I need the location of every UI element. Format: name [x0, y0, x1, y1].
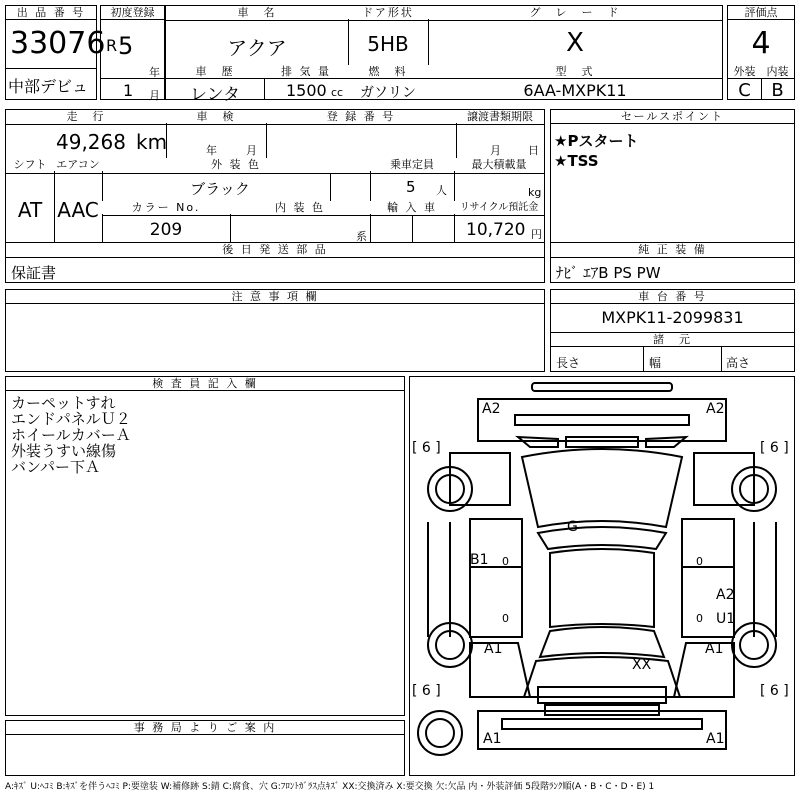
damage-front-left: A2 [482, 401, 501, 417]
fuel-label: 燃 料 [348, 65, 428, 78]
car-history: レンタ [190, 85, 240, 105]
vehicle-detail-table [5, 109, 545, 283]
equipment-label: 純 正 装 備 [551, 243, 794, 256]
exterior-label: 外装 [728, 65, 761, 78]
mileage-label: 走 行 [6, 110, 166, 123]
color-no: 209 [149, 220, 183, 240]
inspector-line: バンパー下Ａ [11, 458, 100, 476]
sales-points-label: セールスポイント [551, 110, 794, 124]
color-no-label: カラー No. [102, 201, 230, 214]
kg-unit: kg [528, 186, 542, 199]
displacement-label: 排 気 量 [264, 65, 348, 78]
notes-label: 注 意 事 項 欄 [6, 290, 544, 304]
tire-mark-rear-left: [ 6 ] [412, 683, 441, 699]
inspector-line: カーペットすれ [11, 394, 116, 412]
recycle: 10,720 [466, 220, 526, 240]
ext-color: ブラック [190, 180, 250, 198]
ext-color-label: 外 装 色 [102, 158, 370, 171]
tire-mark-rear-right: [ 6 ] [760, 683, 789, 699]
mileage: 49,268 [56, 130, 126, 154]
capacity-label: 乗車定員 [370, 158, 454, 171]
year-unit: 年 [149, 66, 160, 79]
yen-unit: 円 [531, 228, 542, 241]
transfer-label: 譲渡書類期限 [456, 110, 544, 123]
cc-unit: cc [331, 86, 344, 99]
inspector-line: エンドパネルＵ２ [11, 410, 131, 428]
tire-mark-front-right: [ 6 ] [760, 440, 789, 456]
chassis-number: MXPK11-2099831 [601, 308, 744, 327]
load-label: 最大積載量 [454, 158, 544, 171]
door-type: 5HB [367, 32, 409, 56]
score: 4 [751, 26, 771, 61]
import-label: 輸 入 車 [370, 201, 454, 214]
office-label: 事 務 局 よ り ご 案 内 [6, 721, 404, 735]
equipment: ﾅﾋﾞ ｴｱB PS PW [556, 264, 661, 282]
aircon-label: エアコン [54, 158, 102, 171]
lot-number-label: 出 品 番 号 [6, 6, 96, 20]
sales-point-1: ★Pスタート [554, 132, 639, 150]
car-spec-box [165, 5, 723, 105]
inspector-box [5, 376, 405, 716]
damage-rear-right: A1 [706, 731, 725, 747]
sales-point-2: ★TSS [554, 152, 599, 170]
inspection-year-unit: 年 [206, 144, 217, 157]
transfer-month-unit: 月 [490, 144, 501, 157]
inspector-label: 検 査 員 記 入 欄 [6, 377, 404, 391]
month-unit: 月 [149, 89, 160, 102]
recycle-label: リサイクル預託金 [454, 201, 544, 214]
grade: X [566, 28, 584, 58]
score-box [727, 5, 795, 100]
delivery-label: 後 日 発 送 部 品 [6, 243, 544, 256]
reg-year: 5 [118, 32, 134, 60]
first-registration-box [100, 5, 165, 100]
damage-hood: G [567, 519, 578, 535]
aircon: AAC [57, 198, 99, 222]
inspector-line: ホイールカバーＡ [11, 426, 131, 444]
interior-grade: B [771, 80, 784, 101]
fuel: ガソリン [360, 85, 416, 101]
reg-no-label: 登 録 番 号 [266, 110, 456, 123]
car-outline [410, 377, 794, 775]
lot-number: 33076 [10, 26, 106, 61]
legend: A:ｷｽﾞ U:ﾍｺﾐ B:ｷｽﾞを伴うﾍｺﾐ P:要塗装 W:補修跡 S:錆 C:腐食、穴 G:ﾌﾛﾝﾄｶﾞﾗｽ点ｷｽﾞ XX:交換済み X:要交換 欠:欠品 内・外装評価 5段階ﾗﾝｸ順(A・B・C・D・E) 1 [5, 782, 655, 792]
model: 6AA-MXPK11 [523, 81, 627, 100]
damage-right-rear-fender: A1 [705, 641, 724, 657]
person-unit: 人 [436, 184, 447, 197]
height-label: 高さ [726, 356, 751, 370]
shift-label: シフト [6, 158, 54, 171]
car-name-label: 車 名 [166, 6, 348, 19]
damage-right-rear-door-a: A2 [716, 587, 735, 603]
door-zero: 0 [696, 555, 703, 568]
transfer-day-unit: 日 [528, 144, 539, 157]
chassis-label: 車 台 番 号 [551, 290, 794, 304]
length-label: 長さ [556, 356, 581, 370]
car-diagram [409, 376, 795, 776]
car-name: アクア [227, 36, 287, 60]
dims-label: 諸 元 [551, 333, 794, 346]
door-zero: 0 [502, 612, 509, 625]
model-label: 型 式 [428, 65, 722, 78]
first-registration-label: 初度登録 [101, 6, 164, 20]
reg-month: 1 [123, 81, 134, 100]
history-label: 車 歴 [166, 65, 264, 78]
debut-label: 中部デビュ [8, 77, 89, 96]
int-color-label: 内 装 色 [230, 201, 370, 214]
door-zero: 0 [502, 555, 509, 568]
score-label: 評価点 [728, 6, 794, 20]
width-label: 幅 [649, 356, 662, 370]
grade-label: グ レ ー ド [428, 6, 722, 19]
office-box [5, 720, 405, 776]
interior-label: 内装 [761, 65, 794, 78]
inspection-month-unit: 月 [246, 144, 257, 157]
door-zero: 0 [696, 612, 703, 625]
damage-rear-left: A1 [483, 731, 502, 747]
notes-box [5, 289, 545, 372]
era: R [106, 36, 118, 55]
sales-points-box [550, 109, 795, 283]
inspector-line: 外装うすい線傷 [11, 442, 117, 460]
damage-right-rear-door-u: U1 [716, 611, 736, 627]
chassis-box [550, 289, 795, 372]
shift: AT [17, 198, 43, 222]
damage-left-front-door: B1 [470, 552, 489, 568]
damage-trunk: XX [632, 657, 652, 673]
damage-left-rear-fender: A1 [484, 641, 503, 657]
inspection-label: 車 検 [166, 110, 266, 123]
lot-number-box [5, 5, 106, 100]
capacity: 5 [406, 178, 416, 196]
damage-front-right: A2 [706, 401, 725, 417]
km-unit: km [136, 130, 168, 154]
tire-mark-front-left: [ 6 ] [412, 440, 441, 456]
kei-unit: 系 [356, 230, 367, 243]
exterior-grade: C [738, 80, 751, 101]
displacement: 1500 [286, 81, 327, 100]
door-label: ドア形状 [348, 6, 428, 19]
delivery-parts: 保証書 [11, 264, 57, 282]
